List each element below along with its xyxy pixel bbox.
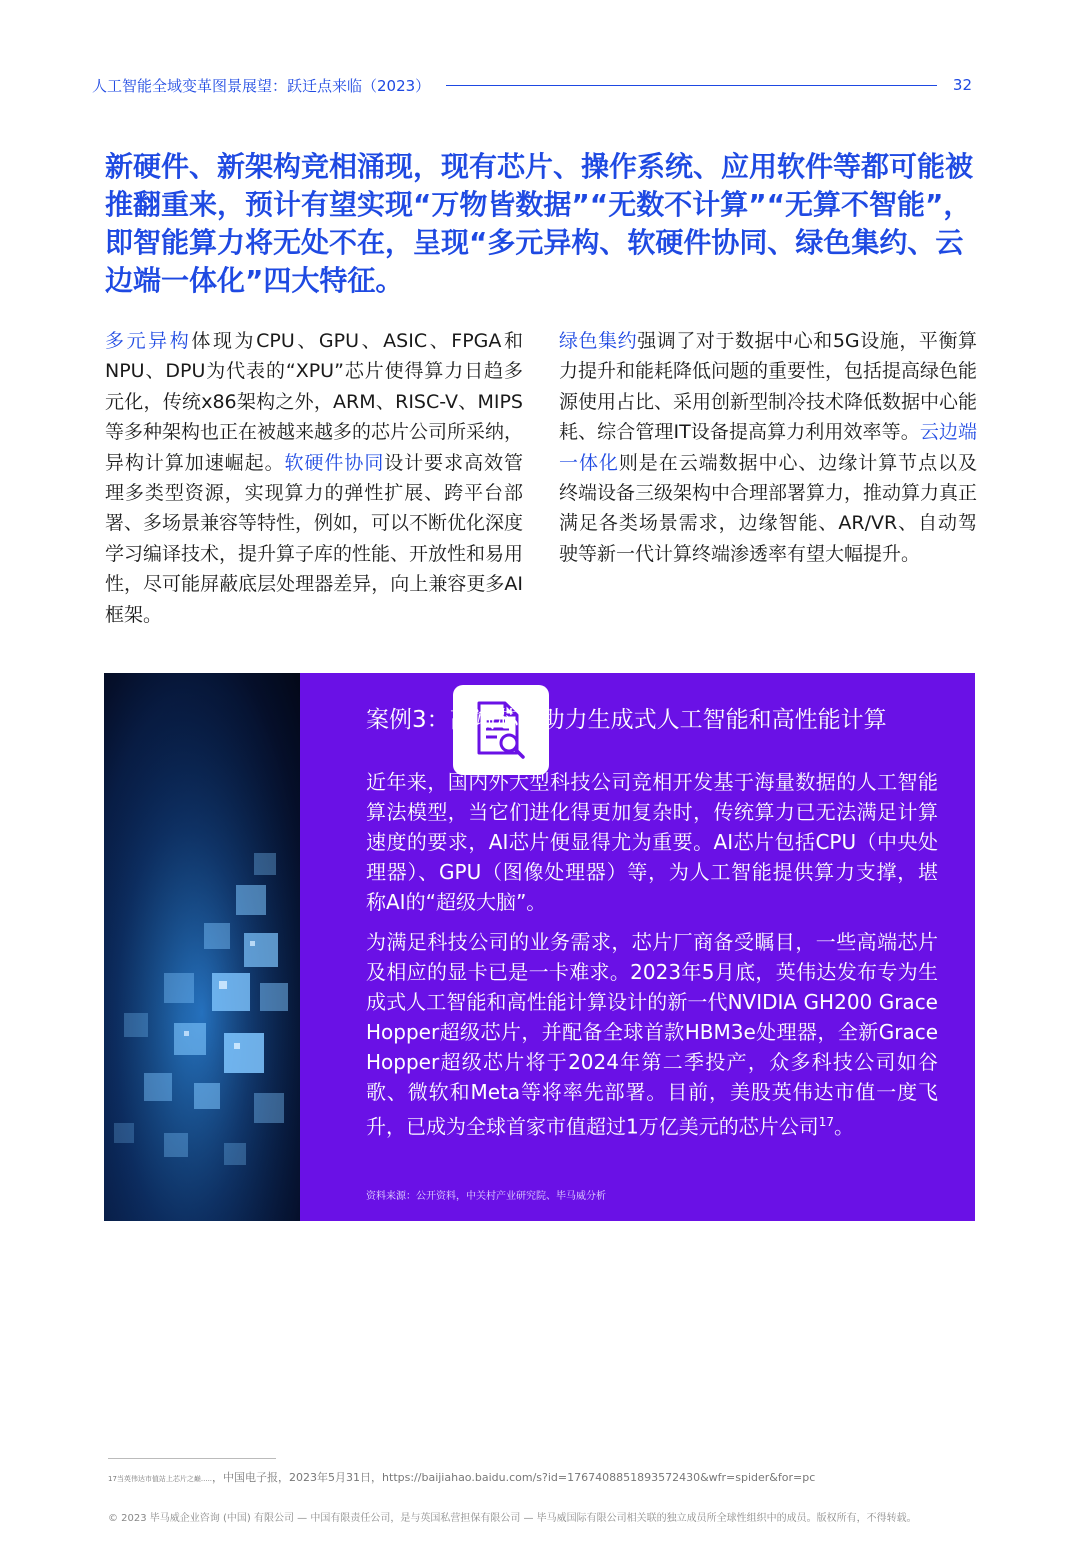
copyright-notice: © 2023 毕马威企业咨询 (中国) 有限公司 — 中国有限责任公司，是与英国私营担保有限公司 — 毕马威国际有限公司相关联的独立成员所全球性组织中的成员。版权所有，不得转载。 <box>108 1513 917 1524</box>
footnote-divider <box>108 1458 276 1459</box>
case-source: 资料来源：公开资料，中关村产业研究院、毕马威分析 <box>366 1191 606 1202</box>
body-text-column <box>559 326 977 569</box>
body-text: 设计要求高效管理多类型资源，实现算力的弹性扩展、跨平台部署、多场景兼容等特性，例如，可以不断优化深度学习编译技术，提升算子库的性能、开放性和易用性，尽可能屏蔽底层处理器差异，向上兼容更多AI框架。 <box>105 451 524 626</box>
case-paragraph: 近年来，国内外大型科技公司竞相开发基于海量数据的人工智能算法模型，当它们进化得更加复杂时，传统算力已无法满足计算速度的要求，AI芯片便显得尤为重要。AI芯片包括CPU（中央处理器）、GPU（图像处理器）等，为人工智能提供算力支撑，堪称AI的“超级大脑”。 <box>366 770 938 914</box>
case-paragraph-end: 。 <box>834 1114 855 1139</box>
footnote-marker: 17当英伟达市值站上芯片之巅..... <box>108 1475 213 1483</box>
case-paragraph-text: 为满足科技公司的业务需求，芯片厂商备受瞩目，一些高端芯片及相应的显卡已是一卡难求。2023年5月底，英伟达发布专为生成式人工智能和高性能计算设计的新一代NVIDIA GH200 Grace Hopper超级芯片，并配备全球首款HBM3e处理器，全新Grace Hopper超级芯片将于2024年第二季投产，众多科技公司如谷歌、微软和Meta等将率先部署。目前，美股英伟达市值一度飞升，已成为全球首家市值超过1万亿美元的芯片公司 <box>366 930 938 1139</box>
header-divider <box>446 85 937 86</box>
digital-cubes-graphic <box>104 673 300 1221</box>
highlight-term: 云边端一体化 <box>559 421 977 474</box>
highlight-term: 多元异构 <box>105 330 192 352</box>
page-header <box>92 70 972 100</box>
highlight-term: 绿色集约 <box>559 330 638 352</box>
highlight-term: 软硬件协同 <box>284 451 385 474</box>
footnote-ref[interactable]: 17 <box>818 1115 835 1129</box>
body-text-column <box>105 326 523 630</box>
case-study-box <box>104 673 975 1221</box>
report-title: 人工智能全域变革图景展望：跃迁点来临（2023） <box>92 76 431 95</box>
section-headline: 新硬件、新架构竞相涌现，现有芯片、操作系统、应用软件等都可能被推翻重来，预计有望实现“万物皆数据”“无数不计算”“无算不智能”，即智能算力将无处不在，呈现“多元异构、软硬件协同、绿色集约、云边端一体化”四大特征。 <box>105 150 974 297</box>
page-number: 32 <box>952 76 972 94</box>
body-text: 体现为CPU、GPU、ASIC、FPGA和NPU、DPU为代表的“XPU”芯片使得算力日趋多元化，传统x86架构之外，ARM、RISC-V、MIPS等多种架构也正在被越来越多的芯片公司所采纳，异构计算加速崛起。 <box>105 330 524 474</box>
case-study-panel <box>300 673 975 1221</box>
body-text: 强调了对于数据中心和5G设施，平衡算力提升和能耗降低问题的重要性，包括提高绿色能源使用占比、采用创新型制冷技术降低数据中心能耗、综合管理IT设备提高算力利用效率等。 <box>559 330 978 444</box>
body-text: 则是在云端数据中心、边缘计算节点以及终端设备三级架构中合理部署算力，推动算力真正满足各类场景需求，边缘智能、AR/VR、自动驾驶等新一代计算终端渗透率有望大幅提升。 <box>559 451 978 565</box>
footnote-text: ，中国电子报，2023年5月31日，https://baijiahao.baidu.com/s?id=1767408851893572430&wfr=spider&for=pc <box>212 1471 816 1484</box>
case-paragraph <box>366 927 938 1142</box>
tech-background-image <box>104 673 300 1221</box>
footnote <box>108 1469 815 1485</box>
case-title: 案例3：高端芯片助力生成式人工智能和高性能计算 <box>366 707 887 733</box>
